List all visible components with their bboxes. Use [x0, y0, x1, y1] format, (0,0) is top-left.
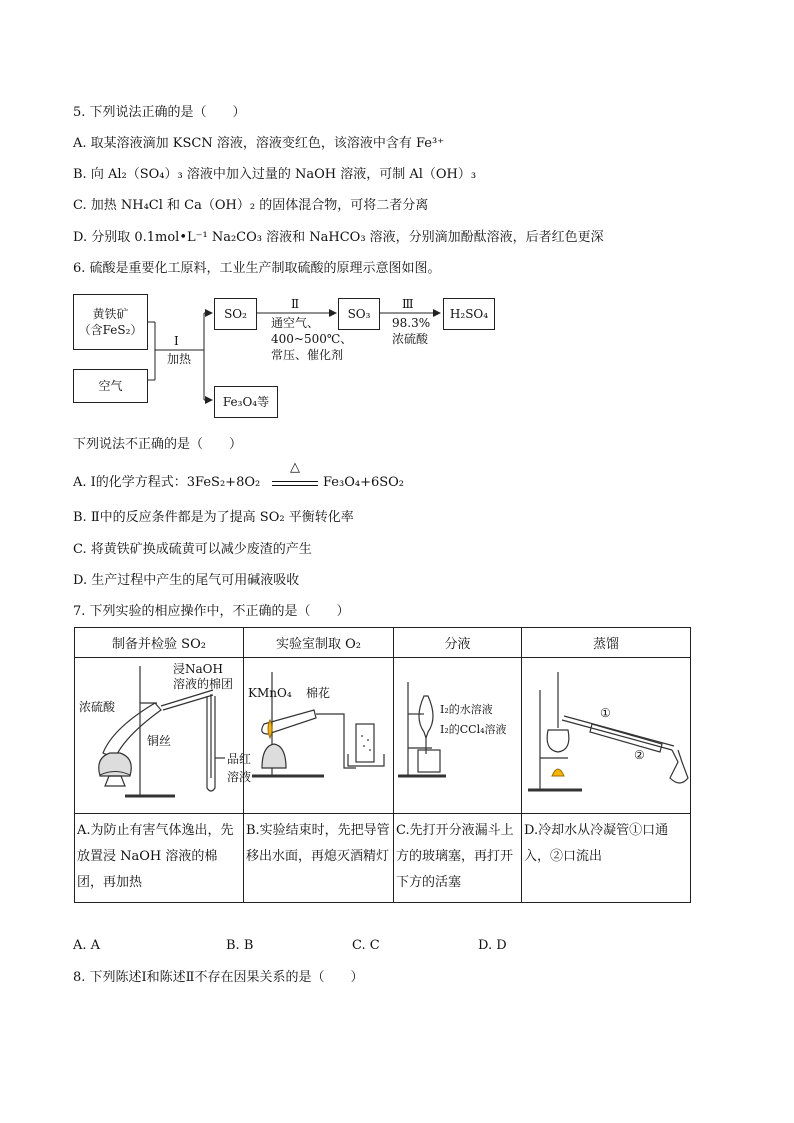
- q5-option-c: C. 加热 NH₄Cl 和 Ca（OH）₂ 的固体混合物，可将二者分离: [73, 198, 429, 213]
- separation-apparatus-figure: [394, 658, 522, 814]
- label-cotton-plug: 棉花: [306, 686, 331, 700]
- condenser-inlet-1: ①: [600, 706, 611, 720]
- table-description-row: [75, 814, 691, 903]
- q6-option-a-text: A. Ⅰ的化学方程式：3FeS₂+8O₂: [73, 475, 261, 490]
- step-2-label: Ⅱ: [291, 297, 300, 311]
- q6-option-d: D. 生产过程中产生的尾气可用碱液吸收: [73, 573, 300, 588]
- so2-apparatus-figure: [75, 658, 252, 814]
- label-iodine-ccl4: I₂的CCl₄溶液: [440, 723, 507, 736]
- step-1-condition: 加热: [167, 352, 192, 366]
- air-box: 空气: [73, 369, 148, 403]
- q5-option-b: B. 向 Al₂（SO₄）₃ 溶液中加入过量的 NaOH 溶液，可制 Al（OH）₃: [73, 167, 477, 182]
- q6-option-b: B. Ⅱ中的反应条件都是为了提高 SO₂ 平衡转化率: [73, 510, 354, 525]
- reaction-condition-arrow: [272, 461, 318, 486]
- desc-a: A.为防止有害气体逸出，先放置浸 NaOH 溶液的棉团，再加热: [75, 814, 244, 903]
- fe3o4-box: Fe₃O₄等: [214, 386, 278, 418]
- label-copper-wire: 铜丝: [147, 734, 172, 748]
- q7-option-c: C. C: [352, 938, 380, 953]
- heat-triangle-icon: △: [290, 460, 300, 475]
- q7-option-a: A. A: [73, 938, 101, 953]
- label-solution: 溶液: [227, 770, 252, 784]
- so3-box: SO₃: [338, 298, 380, 330]
- step-2-condition-3: 常压、催化剂: [271, 348, 344, 362]
- experiment-table: [74, 627, 691, 903]
- so2-box: SO₂: [214, 298, 257, 330]
- label-magenta: 品红: [227, 752, 252, 766]
- q6-question: 下列说法不正确的是（ ）: [73, 437, 243, 452]
- h2so4-box: H₂SO₄: [443, 298, 495, 330]
- table-image-row: [75, 658, 691, 814]
- q6-option-a-products: Fe₃O₄+6SO₂: [323, 475, 405, 490]
- q8-stem: 8. 下列陈述Ⅰ和陈述Ⅱ不存在因果关系的是（ ）: [73, 970, 364, 985]
- header-so2: 制备并检验 SO₂: [75, 628, 244, 658]
- step-3-label: Ⅲ: [402, 297, 414, 311]
- step-3-condition-1: 98.3%: [392, 316, 431, 330]
- condenser-outlet-2: ②: [634, 748, 645, 762]
- distillation-apparatus-figure: [522, 658, 691, 814]
- step-2-condition-2: 400~500℃、: [271, 332, 353, 346]
- desc-c: C.先打开分液漏斗上方的玻璃塞，再打开下方的活塞: [394, 814, 522, 903]
- q6-option-c: C. 将黄铁矿换成硫黄可以减少废渣的产生: [73, 542, 312, 557]
- q5-stem: 5. 下列说法正确的是（ ）: [73, 105, 246, 120]
- label-conc-sulfuric-acid: 浓硫酸: [79, 700, 116, 714]
- o2-apparatus-drawing: [244, 658, 394, 813]
- q7-option-d: D. D: [478, 938, 507, 953]
- label-cotton: 溶液的棉团: [173, 677, 234, 691]
- pyrite-box: 黄铁矿 （含FeS₂）: [73, 294, 148, 350]
- q5-option-a: A. 取某溶液滴加 KSCN 溶液，溶液变红色，该溶液中含有 Fe³⁺: [73, 136, 445, 151]
- label-iodine-water: I₂的水溶液: [440, 703, 493, 716]
- table-header-row: [75, 628, 691, 658]
- header-distillation: 蒸馏: [522, 628, 691, 658]
- step-3-condition-2: 浓硫酸: [392, 332, 429, 346]
- header-separation: 分液: [394, 628, 522, 658]
- q7-option-b: B. B: [226, 938, 254, 953]
- desc-d: D.冷却水从冷凝管①口通入，②口流出: [522, 814, 691, 903]
- step-2-condition-1: 通空气、: [271, 316, 320, 330]
- label-kmno4: KMnO₄: [248, 686, 292, 700]
- flow-arrows: [0, 0, 794, 430]
- q6-stem: 6. 硫酸是重要化工原料，工业生产制取硫酸的原理示意图如图。: [73, 261, 441, 276]
- q7-stem: 7. 下列实验的相应操作中，不正确的是（ ）: [73, 604, 350, 619]
- o2-apparatus-figure: [244, 658, 394, 814]
- label-naoh: 浸NaOH: [173, 662, 223, 676]
- header-o2: 实验室制取 O₂: [244, 628, 394, 658]
- step-1-label: Ⅰ: [174, 334, 179, 348]
- desc-b: B.实验结束时，先把导管移出水面，再熄灭酒精灯: [244, 814, 394, 903]
- q5-option-d: D. 分别取 0.1mol•L⁻¹ Na₂CO₃ 溶液和 NaHCO₃ 溶液，分别滴加酚酞溶液，后者红色更深: [73, 230, 604, 245]
- distillation-apparatus-drawing: [522, 658, 691, 813]
